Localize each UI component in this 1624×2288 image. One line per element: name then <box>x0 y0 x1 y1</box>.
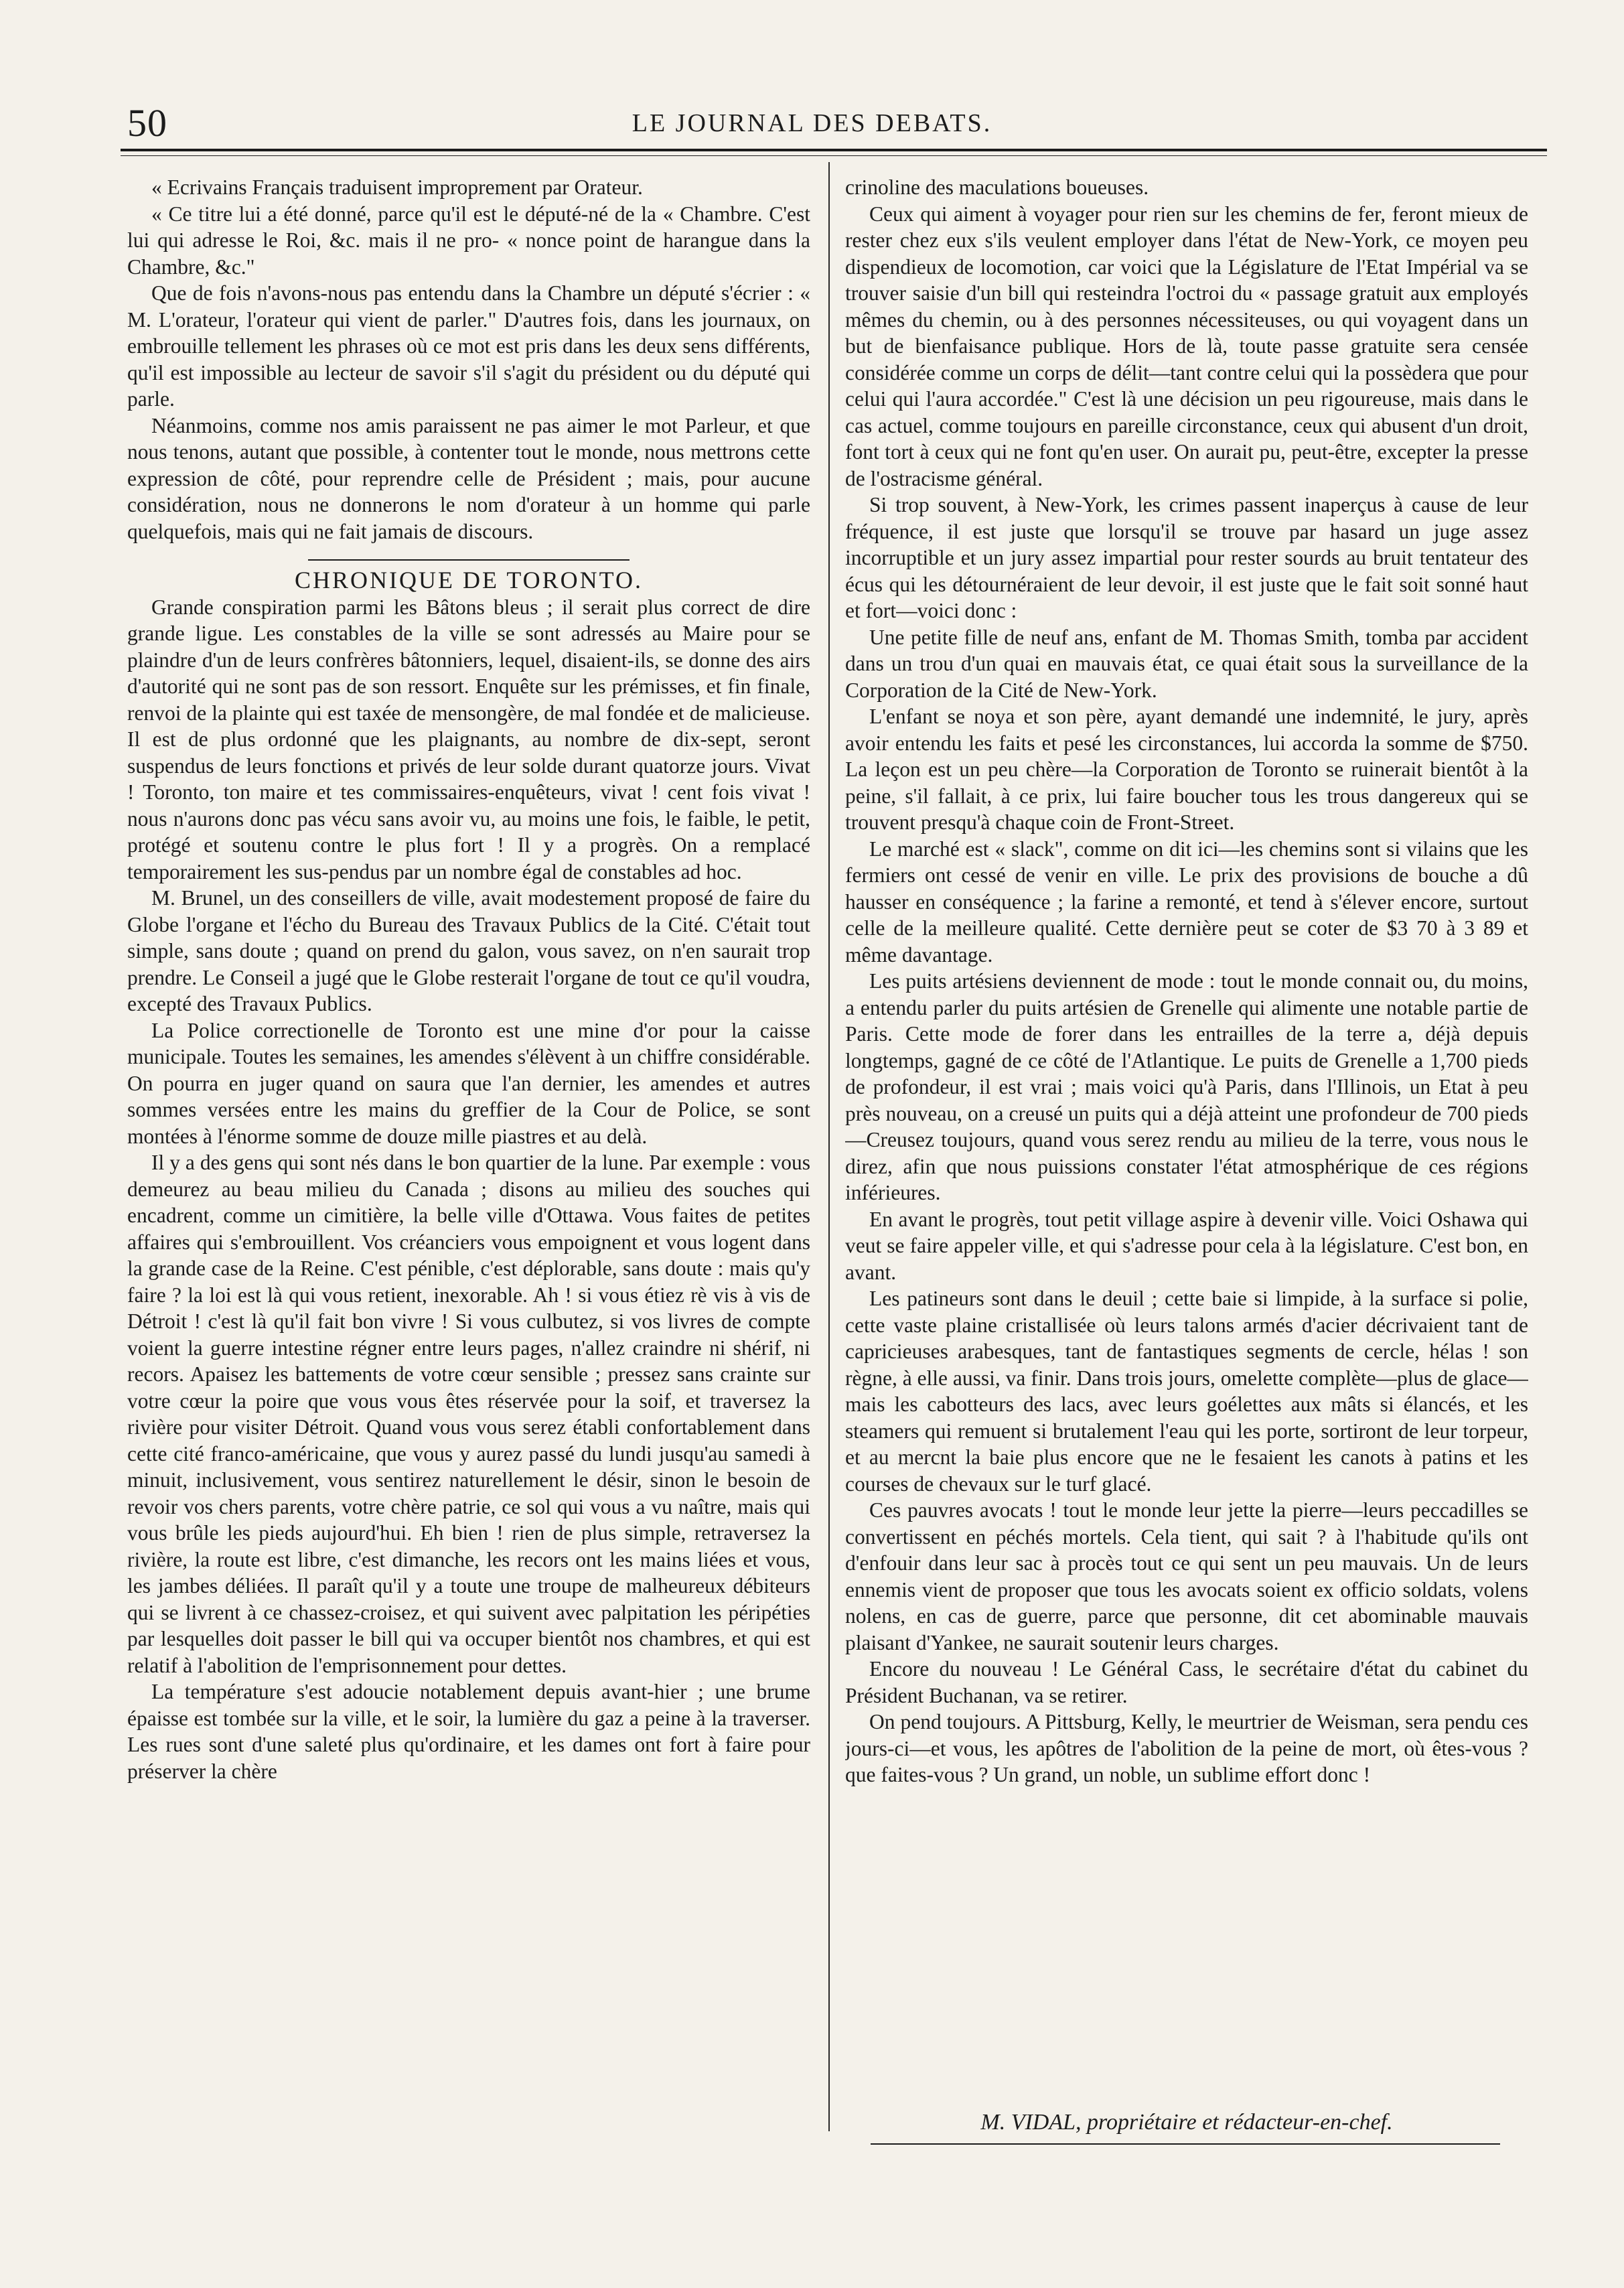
editor-signature: M. VIDAL, propriétaire et rédacteur-en-chef. <box>980 2110 1393 2135</box>
left-column <box>127 174 810 2150</box>
paragraph: L'enfant se noya et son père, ayant demandé une indemnité, le jury, après avoir entendu les faits et pesé les circonstances, lui accorda la somme de $750. La leçon est un peu chère—la Corporation de Toronto se ruinerait bientôt à la peine, s'il fallait, à ce prix, lui faire boucher tous les trous dangereux qui se trouvent presqu'à chaque coin de Front-Street. <box>845 705 1528 834</box>
paragraph: La Police correctionelle de Toronto est une mine d'or pour la caisse municipale. Toutes les semaines, les amendes s'élèvent à un chiffre considérable. On pourra en juger quand on saura que l'an dernier, les amendes et autres sommes versées entre les mains du greffier de la Cour de Police, se sont montées à l'énorme somme de douze mille piastres et au delà. <box>127 1018 810 1148</box>
paragraph: Les puits artésiens deviennent de mode : tout le monde connait ou, du moins, a entendu parler du puits artésien de Grenelle qui alimente une notable partie de Paris. Cette mode de forer dans les entrailles de la terre a, déjà depuis longtemps, gagné de ce côté de l'Atlantique. Le puits de Grenelle a 1,700 pieds de profondeur, il est vrai ; mais voici qu'à Paris, dans l'Illinois, un Etat à peu près nouveau, on a creusé un puits qui a déjà atteint une profondeur de 700 pieds—Creusez toujours, quand vous serez rendu au milieu de la terre, vous nous le direz, afin que nous puissions constater l'état atmosphérique de ces régions inférieures. <box>845 969 1528 1204</box>
paragraph: Grande conspiration parmi les Bâtons bleus ; il serait plus correct de dire grande ligue. Les constables de la ville se sont adressés au Maire pour se plaindre d'un de leurs confrères bâtonniers, lequel, disaient-ils, se donne des airs d'autorité qui ne sont pas de son ressort. Enquête sur les prémisses, et fin finale, renvoi de la plainte qui est taxée de mensongère, de mal fondée et de malicieuse. Il est de plus ordonné que les plaignants, au nombre de dix-sept, seront suspendus de leurs fonctions et privés de leur solde durant quatorze jours. Vivat ! Toronto, ton maire et tes commissaires-enquêteurs, vivat ! cent fois vivat ! nous n'aurons donc pas vécu sans avoir vu, au moins une fois, le faible, le petit, protégé et soutenu contre le plus fort ! Il y a progrès. On a remplacé temporairement les sus-pendus par un nombre égal de constables ad hoc. <box>127 595 810 883</box>
paragraph: Si trop souvent, à New-York, les crimes passent inaperçus à cause de leur fréquence, il est juste que lorsqu'il se trouve par hasard un juge assez incorruptible et un jury assez impartial pour rester sourds au bruit tentateur des écus qui les détournéraient de leur devoir, il est juste que le fait soit sonné haut et fort—voici donc : <box>845 493 1528 622</box>
running-head: LE JOURNAL DES DEBATS. <box>632 109 992 137</box>
paragraph: Le marché est « slack", comme on dit ici—les chemins sont si vilains que les fermiers ont cessé de venir en ville. Le prix des provisions de bouche a dû hausser en conséquence ; la farine a remonté, et tend à s'élever encore, surtout celle de la meilleure qualité. Cette dernière peut se coter de $3 70 à 3 89 et même davantage. <box>845 837 1528 967</box>
quote-line: « Ce titre lui a été donné, parce qu'il est le député-né de la « Chambre. C'est lui qui adresse le Roi, &c. mais il ne pro- « nonce point de harangue dans la Chambre, &c." <box>127 202 810 279</box>
header-rule-thin <box>121 155 1547 156</box>
paragraph: En avant le progrès, tout petit village aspire à devenir ville. Voici Oshawa qui veut se faire appeler ville, et qui s'adresse pour cela à la législature. C'est bon, en avant. <box>845 1207 1528 1284</box>
quote-line: « Ecrivains Français traduisent improprement par Orateur. <box>151 175 643 199</box>
paragraph: La température s'est adoucie notablement depuis avant-hier ; une brume épaisse est tombée sur la ville, et le soir, la lumière du gaz a peine à la traverser. Les rues sont d'une saleté plus qu'ordinaire, et les dames ont fort à faire pour préserver la chère <box>127 1680 810 1783</box>
paragraph: Une petite fille de neuf ans, enfant de M. Thomas Smith, tomba par accident dans un trou d'un quai en mauvais état, ce quai était sous la surveillance de la Corporation de la Cité de New-York. <box>845 625 1528 702</box>
header-rule <box>121 149 1547 151</box>
right-column <box>845 174 1528 2103</box>
paragraph: Les patineurs sont dans le deuil ; cette baie si limpide, à la surface si polie, cette vaste plaine cristallisée où leurs talons armés d'acier décrivaient tant de capricieuses arabesques, tant de fantastiques segments de cercle, hélas ! son règne, à elle aussi, va finir. Dans trois jours, omelette complète—plus de glace—mais les cabotteurs des lacs, avec leurs goélettes aux mâts si élancés, et les steamers qui remuent si brutalement l'eau qui les porte, sortiront de leur torpeur, et au mercnt la baie plus encore que ne le fesaient les canots à patins et les courses de chevaux sur le turf glacé. <box>845 1287 1528 1496</box>
paragraph: Néanmoins, comme nos amis paraissent ne pas aimer le mot Parleur, et que nous tenons, autant que possible, à contenter tout le monde, nous mettrons cette expression de côté, pour reprendre celle de Président ; mais, pour aucune considération, nous ne donnerons le nom d'orateur à un homme qui parle quelquefois, mais qui ne fait jamais de discours. <box>127 413 810 543</box>
paragraph: On pend toujours. A Pittsburg, Kelly, le meurtrier de Weisman, sera pendu ces jours-ci—et vous, les apôtres de l'abolition de la peine de mort, où êtes-vous ? que faites-vous ? Un grand, un noble, un sublime effort donc ! <box>845 1710 1528 1786</box>
section-title: CHRONIQUE DE TORONTO. <box>294 567 643 593</box>
paragraph: Ceux qui aiment à voyager pour rien sur les chemins de fer, feront mieux de rester chez eux s'ils veulent employer dans l'état de New-York, ce moyen peu dispendieux de locomotion, car voici que la Législature de l'Etat Impérial va se trouver saisie d'un bill qui resteindra l'octroi du « passage gratuit aux employés mêmes du chemin, ou à des personnes nécessiteuses, ou qui voyagent dans un but de bienfaisance publique. Hors de là, toute passe gratuite sera censée considérée comme un corps de délit—tant contre celui qui la possèdera que pour celui qui l'aura accordée." C'est là une décision un peu rigoureuse, mais dans le cas actuel, comme toujours en pareille circonstance, ceux qui abusent d'un droit, font tort à ceux qui ne font qu'en user. On aurait pu, peut-être, excepter la presse de l'ostracisme général. <box>845 202 1528 490</box>
paragraph: M. Brunel, un des conseillers de ville, avait modestement proposé de faire du Globe l'organe et l'écho du Bureau des Travaux Publics de la Cité. C'était tout simple, sans doute ; quand on prend du galon, vous savez, on n'en saurait trop prendre. Le Conseil a jugé que le Globe resterait l'organe de tout ce qu'il voudra, excepté des Travaux Publics. <box>127 886 810 1015</box>
column-divider <box>828 162 830 2131</box>
signature-rule <box>871 2143 1500 2145</box>
page-number: 50 <box>127 101 167 145</box>
paragraph: crinoline des maculations boueuses. <box>845 175 1149 199</box>
paragraph: Encore du nouveau ! Le Général Cass, le secrétaire d'état du cabinet du Président Buchanan, va se retirer. <box>845 1657 1528 1707</box>
paragraph: Il y a des gens qui sont nés dans le bon quartier de la lune. Par exemple : vous demeurez au beau milieu du Canada ; disons au milieu des souches qui encadrent, comme un cimitière, la belle ville d'Ottawa. Vous faites de petites affaires qui s'embrouillent. Vos créanciers vous empoignent et vous logent dans la grande case de la Reine. C'est pénible, c'est déplorable, sans doute : mais qu'y faire ? la loi est là qui vous retient, inexorable. Ah ! si vous étiez rè vis à vis de Détroit ! c'est là qu'il fait bon vivre ! Si vous culbutez, si vos livres de compte voient la guerre intestine régner entre leurs pages, n'allez craindre ni shérif, ni recors. Apaisez les battements de votre cœur sensible ; pressez sans crainte sur votre cœur la poire que vous vous êtes réservée pour la soif, et traversez la rivière pour visiter Détroit. Quand vous vous serez établi confortablement dans cette cité franco-américaine, que vous y aurez passé du lundi jusqu'au samedi à minuit, inclusivement, vous sentirez naturellement le désir, sinon le besoin de revoir vos chers parents, votre chère patrie, ce sol qui vous a vu naître, mais qui vous brûle les pieds aujourd'hui. Eh bien ! rien de plus simple, retraversez la rivière, la route est libre, c'est dimanche, les recors ont les mains liées et vous, les jambes déliées. Il paraît qu'il y a toute une troupe de malheureux débiteurs qui se livrent à ce chassez-croisez, et qui suivent avec palpitation les péripéties par lesquelles doit passer le bill qui va occuper bientôt nos chambres, et qui est relatif à l'abolition de l'emprisonnement pour dettes. <box>127 1151 810 1677</box>
section-rule <box>308 559 630 561</box>
paragraph: Ces pauvres avocats ! tout le monde leur jette la pierre—leurs peccadilles se convertissent en péchés mortels. Cela tient, qui sait ? à l'habitude qu'ils ont d'enfouir dans leur sac à procès tout ce qui sent un peu mauvais. Un de leurs ennemis vient de proposer que tous les avocats soient ex officio soldats, volens nolens, en cas de guerre, parce que personne, dit cet abominable mauvais plaisant d'Yankee, ne saurait soutenir leurs charges. <box>845 1498 1528 1654</box>
paragraph: Que de fois n'avons-nous pas entendu dans la Chambre un député s'écrier : « M. L'orateur, l'orateur qui vient de parler." D'autres fois, dans les journaux, on embrouille tellement les phrases où ce mot est pris dans les deux sens différents, qu'il est impossible au lecteur de savoir s'il s'agit du président ou du député qui parle. <box>127 281 810 411</box>
